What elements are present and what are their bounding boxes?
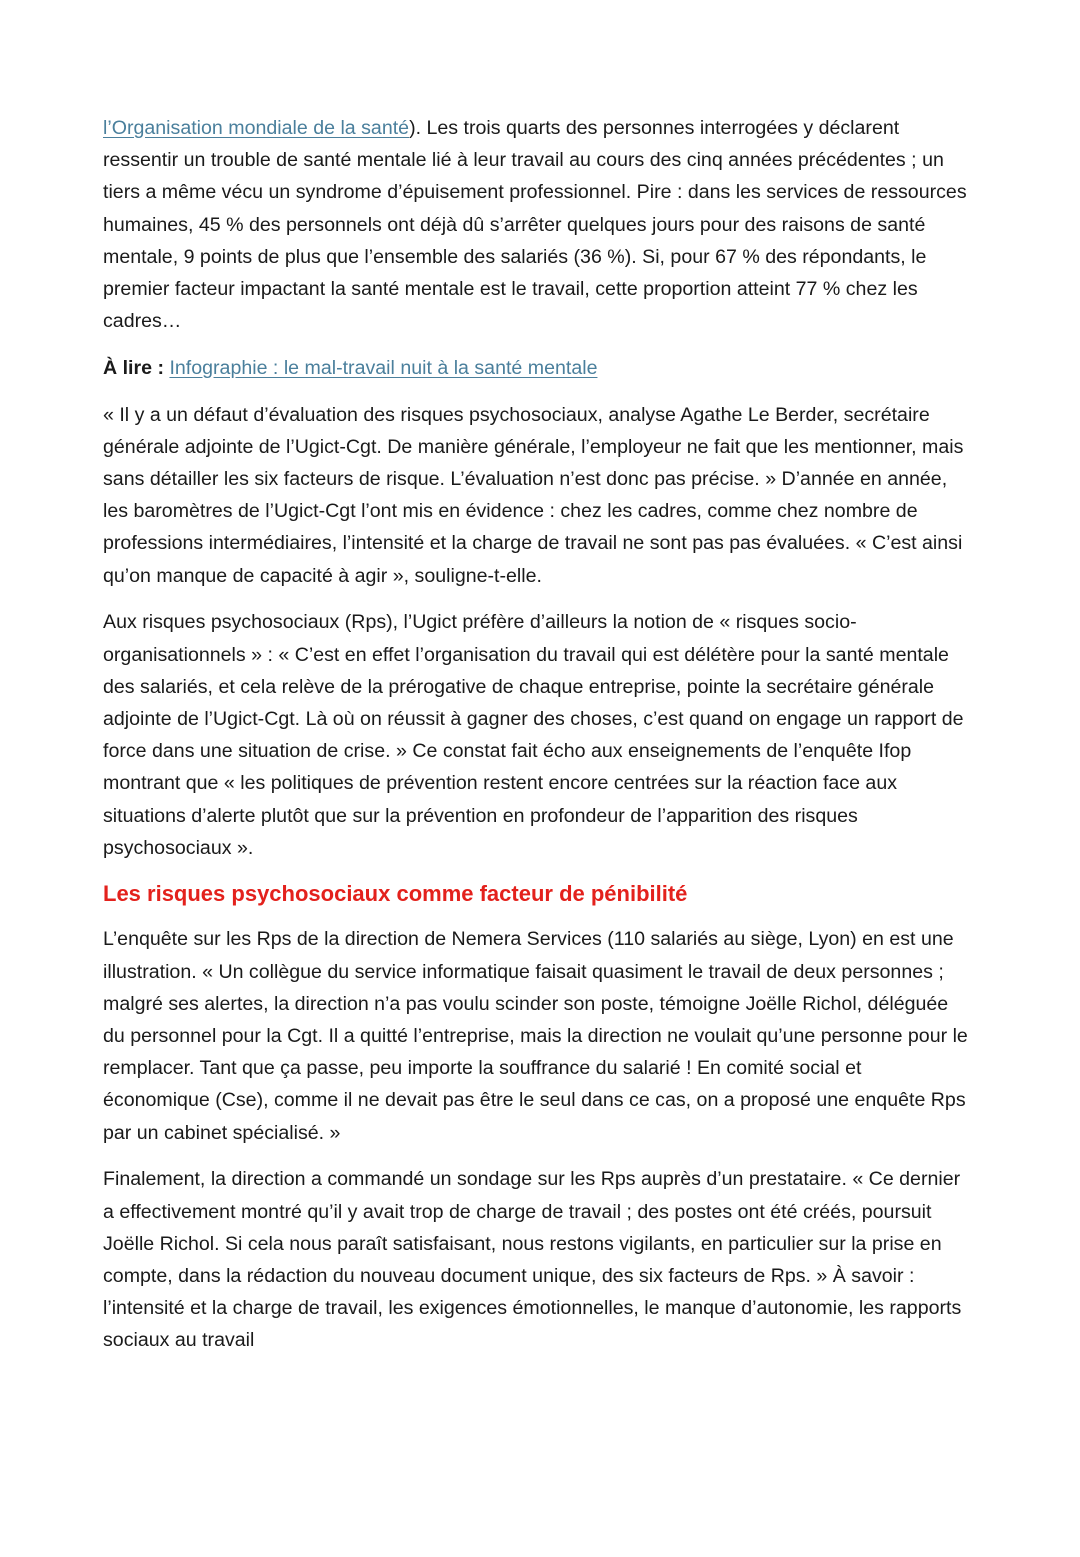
paragraph-3: Aux risques psychosociaux (Rps), l’Ugict préfère d’ailleurs la notion de « risques socio-organisationnels » : « C’est en effet l’organisation du travail qui est délétère pour la santé mentale des salariés, et cela relève de la prérogative de chaque entreprise, pointe la secrétaire générale adjointe de l’Ugict-Cgt. Là où on réussit à gagner des choses, c’est quand on engage un rapport de force dans une situation de crise. » Ce constat fait écho aux enseignements de l’enquête Ifop montrant que « les politiques de prévention restent encore centrées sur la réaction face aux situations d’alerte plutôt que sur la prévention en profondeur de l’apparition des risques psychosociaux ». bbox=[103, 611, 964, 859]
who-link[interactable]: l’Organisation mondiale de la santé bbox=[103, 117, 410, 139]
paragraph-5: Finalement, la direction a commandé un sondage sur les Rps auprès d’un prestataire. « Ce dernier a effectivement montré qu’il y avait trop de charge de travail ; des postes ont été créés, poursuit Joëlle Richol. Si cela nous paraît satisfaisant, nous restons vigilants, en particulier sur la prise en compte, dans la rédaction du nouveau document unique, des six facteurs de Rps. » À savoir : l’intensité et la charge de travail, les exigences émotionnelles, le manque d’autonomie, les rapports sociaux au travail bbox=[103, 1168, 962, 1352]
paragraph-1 bbox=[103, 112, 973, 337]
article-body bbox=[103, 112, 973, 1371]
paragraph-2: « Il y a un défaut d’évaluation des risques psychosociaux, analyse Agathe Le Berder, secrétaire générale adjointe de l’Ugict-Cgt. De manière générale, l’employeur ne fait que les mentionner, mais sans détailler les six facteurs de risque. L’évaluation n’est donc pas précise. » D’année en année, les baromètres de l’Ugict-Cgt l’ont mis en évidence : chez les cadres, comme chez nombre de professions intermédiaires, l’intensité et la charge de travail ne sont pas pas évaluées. « C’est ainsi qu’on manque de capacité à agir », souligne-t-elle. bbox=[103, 403, 964, 587]
read-also bbox=[103, 352, 973, 384]
paragraph-4: L’enquête sur les Rps de la direction de Nemera Services (110 salariés au siège, Lyon) en est une illustration. « Un collègue du service informatique faisait quasiment le travail de deux personnes ; malgré ses alertes, la direction n’a pas voulu scinder son poste, témoigne Joëlle Richol, déléguée du personnel pour la Cgt. Il a quitté l’entreprise, mais la direction ne voulait qu’une personne pour le remplacer. Tant que ça passe, peu importe la souffrance du salarié ! En comité social et économique (Cse), comme il ne devait pas être le seul dans ce cas, on a proposé une enquête Rps par un cabinet spécialisé. » bbox=[103, 928, 968, 1144]
paragraph-1-text: ). Les trois quarts des personnes interrogées y déclarent ressentir un trouble de santé mentale lié à leur travail au cours des cinq années précédentes ; un tiers a même vécu un syndrome d’épuisement professionnel. Pire : dans les services de ressources humaines, 45 % des personnels ont déjà dû s’arrêter quelques jours pour des raisons de santé mentale, 9 points de plus que l’ensemble des salariés (36 %). Si, pour 67 % des répondants, le premier facteur impactant la santé mentale est le travail, cette proportion atteint 77 % chez les cadres… bbox=[103, 117, 967, 333]
read-also-label: À lire : bbox=[103, 356, 164, 379]
infographic-link[interactable]: Infographie : le mal-travail nuit à la santé mentale bbox=[169, 356, 598, 379]
section-heading: Les risques psychosociaux comme facteur de pénibilité bbox=[103, 881, 688, 907]
